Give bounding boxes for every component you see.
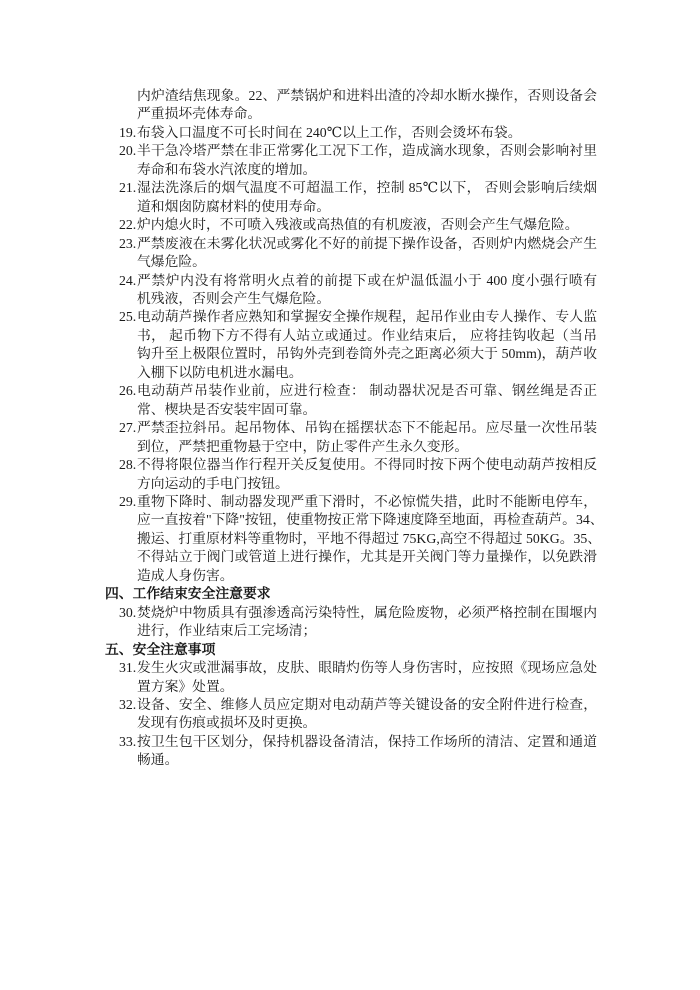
list-item-33 <box>105 733 597 770</box>
item-text-line: 畅通。 <box>137 752 179 768</box>
item-text-line: 设备、安全、维修人员应定期对电动葫芦等关键设备的安全附件进行检查， <box>137 696 597 712</box>
item-text-line: 严禁歪拉斜吊。起吊物体、吊钩在摇摆状态下不能起吊。应尽量一次性吊装 <box>137 420 597 436</box>
item-number: 31. <box>119 660 137 676</box>
item-text-line: 钩升至上极限位置时，吊钩外壳到卷筒外壳之距离必须大于 50mm)，葫芦收 <box>137 346 597 362</box>
item-text-line: 按卫生包干区划分，保持机器设备清洁，保持工作场所的清洁、定置和通道 <box>137 733 597 749</box>
item-text-line: 置方案》处置。 <box>137 678 234 694</box>
item-number: 33. <box>119 733 137 749</box>
item-text-line: 炉内熄火时，不可喷入残液或高热值的有机废液，否则会产生气爆危险。 <box>137 217 579 233</box>
item-text-line: 不得站立于阀门或管道上进行操作，尤其是开关阀门等力量操作，以免跌滑 <box>137 549 597 565</box>
list-item-21 <box>105 179 597 216</box>
list-item-27 <box>105 419 597 456</box>
list-item-20 <box>105 142 597 179</box>
item-text-line: 应一直按着"下降"按钮，使重物按正常下降速度降至地面，再检查葫芦。34、 <box>137 512 604 528</box>
list-item-31 <box>105 659 597 696</box>
list-item-22 <box>105 216 597 234</box>
item-text-line: 搬运、打重原材料等重物时，平地不得超过 75KG,高空不得超过 50KG。35、 <box>137 530 602 546</box>
item-number: 26. <box>119 383 137 399</box>
item-text-line: 电动葫芦吊装作业前，应进行检查： 制动器状况是否可靠、钢丝绳是否正 <box>137 383 597 399</box>
item-number: 19. <box>119 124 137 140</box>
list-item-30 <box>105 604 597 641</box>
item-number: 30. <box>119 604 137 620</box>
list-item-32 <box>105 696 597 733</box>
document-body <box>105 87 604 770</box>
item-text-line: 严禁炉内没有将常明火点着的前提下或在炉温低温小于 400 度小强行喷有 <box>137 272 597 288</box>
list-item-23 <box>105 235 597 272</box>
item-number: 25. <box>119 309 137 325</box>
item-number: 23. <box>119 235 137 251</box>
text-line: 严重损坏壳体寿命。 <box>137 106 262 122</box>
item-text-line: 焚烧炉中物质具有强渗透高污染特性，属危险废物，必须严格控制在围堰内 <box>137 604 597 620</box>
item-number: 28. <box>119 457 137 473</box>
list-item-29 <box>105 493 604 585</box>
list-item-28 <box>105 456 597 493</box>
item-text-line: 入棚下以防电机进水漏电。 <box>137 364 303 380</box>
item-text-line: 严禁废液在未雾化状况或雾化不好的前提下操作设备，否则炉内燃烧会产生 <box>137 235 597 251</box>
item-text-line: 书， 起币物下方不得有人站立或通过。作业结束后， 应将挂钩收起（当吊 <box>137 327 597 343</box>
item-text-line: 湿法洗涤后的烟气温度不可超温工作，控制 85℃以下， 否则会影响后续烟 <box>137 180 597 196</box>
item-text-line: 常、楔块是否安装牢固可靠。 <box>137 401 317 417</box>
item-text-line: 寿命和布袋水汽浓度的增加。 <box>137 161 317 177</box>
list-item-19 <box>105 124 597 142</box>
item-text-line: 半干急冷塔严禁在非正常雾化工况下工作，造成滴水现象，否则会影响衬里 <box>137 143 597 159</box>
item-number: 27. <box>119 420 137 436</box>
item-text-line: 造成人身伤害。 <box>137 567 234 583</box>
item-text-line: 到位，严禁把重物悬于空中，防止零件产生永久变形。 <box>137 438 469 454</box>
item-text-line: 发现有伤痕或损坏及时更换。 <box>137 715 317 731</box>
item-number: 24. <box>119 272 137 288</box>
section-heading-4: 四、工作结束安全注意要求 <box>105 586 271 602</box>
section-heading-5: 五、安全注意事项 <box>105 641 216 657</box>
item-text-line: 布袋入口温度不可长时间在 240℃以上工作，否则会烫坏布袋。 <box>137 124 522 140</box>
text-line: 内炉渣结焦现象。22、严禁锅炉和进料出渣的冷却水断水操作，否则设备会 <box>137 88 597 103</box>
item-text-line: 发生火灾或泄漏事故，皮肤、眼睛灼伤等人身伤害时，应按照《现场应急处 <box>137 660 597 676</box>
item-text-line: 电动葫芦操作者应熟知和掌握安全操作规程，起吊作业由专人操作、专人监 <box>137 309 597 325</box>
item-number: 20. <box>119 143 137 159</box>
continuation-paragraph <box>105 87 597 124</box>
list-item-26 <box>105 382 597 419</box>
item-text-line: 方向运动的手电门按钮。 <box>137 475 289 491</box>
item-text-line: 道和烟囱防腐材料的使用寿命。 <box>137 198 331 214</box>
item-text-line: 气爆危险。 <box>137 254 206 270</box>
item-text-line: 不得将限位器当作行程开关反复使用。不得同时按下两个使电动葫芦按相反 <box>137 457 597 473</box>
item-text-line: 重物下降时、制动器发现严重下滑时，不必惊慌失措，此时不能断电停车， <box>137 493 597 509</box>
item-number: 22. <box>119 217 137 233</box>
item-text-line: 机残液，否则会产生气爆危险。 <box>137 290 331 306</box>
list-item-24 <box>105 272 597 309</box>
item-number: 29. <box>119 493 137 509</box>
item-number: 32. <box>119 696 137 712</box>
item-text-line: 进行，作业结束后工完场清； <box>137 623 317 639</box>
list-item-25 <box>105 308 597 382</box>
item-number: 21. <box>119 180 137 196</box>
